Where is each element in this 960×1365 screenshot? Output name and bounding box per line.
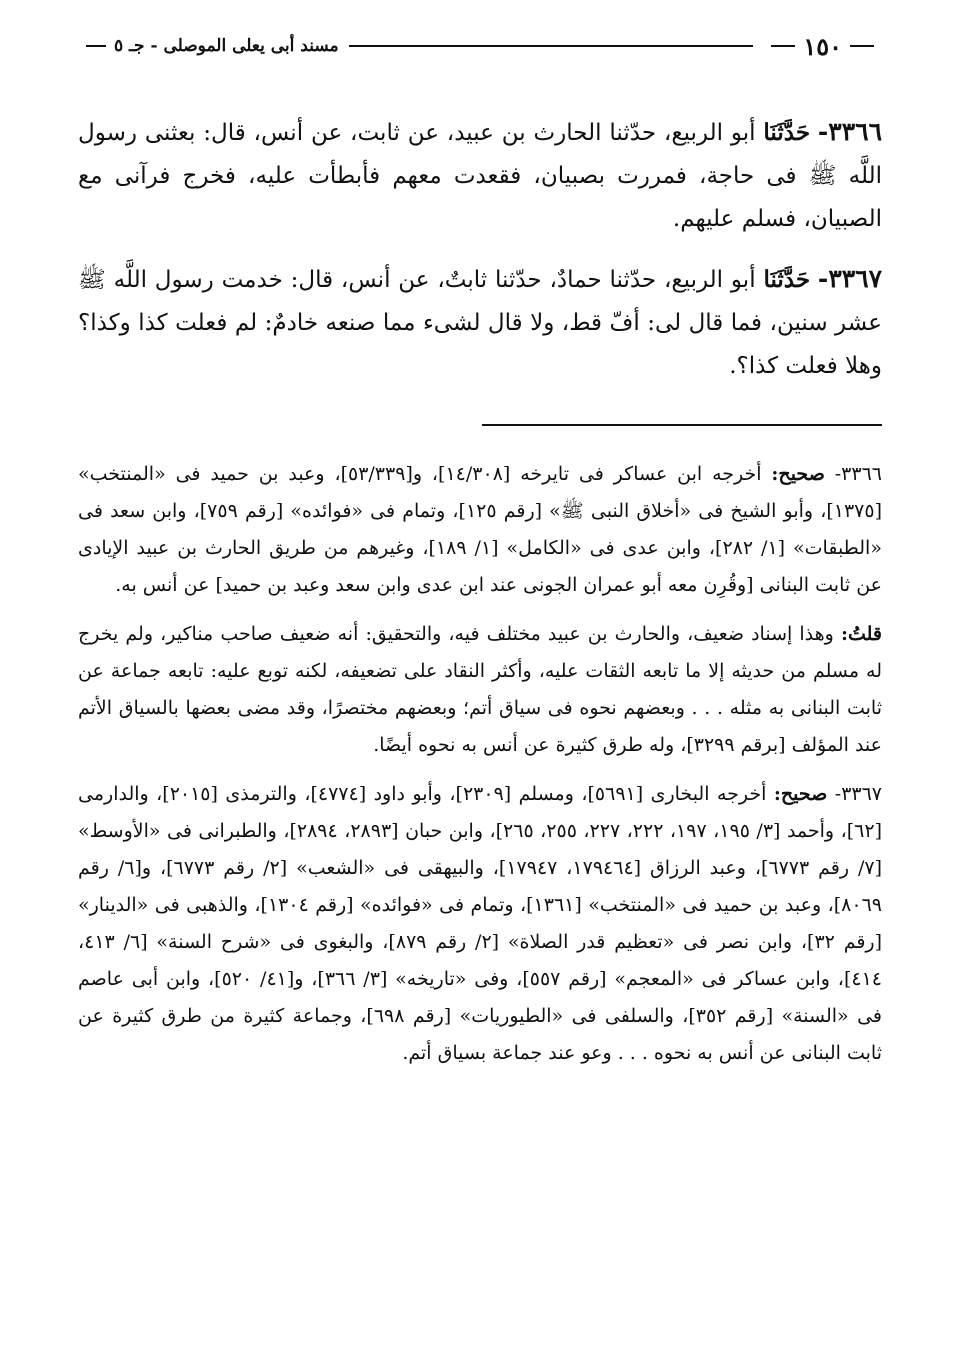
header-dash bbox=[850, 45, 874, 47]
footnote-divider bbox=[482, 424, 882, 426]
header-rule bbox=[349, 45, 754, 47]
footnotes bbox=[78, 456, 882, 1072]
footnote-label: صحيح: bbox=[771, 463, 825, 485]
footnote-text: وهذا إسناد ضعيف، والحارث بن عبيد مختلف فيه، والتحقيق: أنه ضعيف صاحب مناكير، ولم يخرج له مسلم من حديثه إلا ما تابعه الثقات عليه، وأكثر النقاد على تضعيفه، لكنه توبع عليه: تابعه جماعة عن ثابت البنانى به مثله . . . وبعضهم نحوه فى سياق أتم؛ وبعضهم مختصرًا، وقد مضى بعضها بالسياق الأتم عند المؤلف [برقم ٣٢٩٩]، وله طرق كثيرة عن أنس به نحوه أيضًا. bbox=[78, 623, 882, 756]
running-title-text: مسند أبى يعلى الموصلى - جـ ٥ bbox=[114, 36, 339, 56]
footnote-label: صحيح: bbox=[773, 783, 828, 805]
hadith-3366 bbox=[78, 110, 882, 241]
footnote-text: أخرجه البخارى [٥٦٩١]، ومسلم [٢٣٠٩]، وأبو داود [٤٧٧٤]، والترمذى [٢٠١٥]، والدارمى [٦٢]، وأحمد [٣/ ١٩٥، ١٩٧، ٢٢٢، ٢٢٧، ٢٥٥، ٢٦٥]، وابن حبان [٢٨٩٣، ٢٨٩٤]، والطبرانى فى «الأوسط» [٧/ رقم ٦٧٧٣]، وعبد الرزاق [١٧٩٤٦٤، ١٧٩٤٧]، والبيهقى فى «الشعب» [٢/ رقم ٦٧٧٣]، و[٦/ رقم ٨٠٦٩]، وعبد بن حميد فى «المنتخب» [١٣٦١]، وتمام فى «فوائده» [رقم ١٣٠٤]، والذهبى فى «الدينار» [رقم ٣٢]، وابن نصر فى «تعظيم قدر الصلاة» [٢/ رقم ٨٧٩]، والبغوى فى «شرح السنة» [٦/ ٤١٣، ٤١٤]، وابن عساكر فى «المعجم» [رقم ٥٥٧]، وفى «تاريخه» [٣/ ٣٦٦]، و[٤١/ ٥٢٠]، وابن أبى عاصم فى «السنة» [رقم ٣٥٢]، والسلفى فى «الطيوريات» [رقم ٦٩٨]، وجماعة كثيرة من طرق كثيرة عن ثابت البنانى عن أنس به نحوه . . . وعو عند جماعة بسياق أتم. bbox=[78, 783, 883, 1064]
footnote-number: ٣٣٦٦- bbox=[834, 463, 882, 485]
page-header bbox=[78, 28, 882, 64]
hadith-lead: حَدَّثَنَا bbox=[763, 266, 811, 293]
hadith-text: أبو الربيع، حدّثنا حمادٌ، حدّثنا ثابتٌ، عن أنس، قال: خدمت رسول اللَّه ﷺ عشر سنين، فما قال لى: أفّ قط، ولا قال لشىء مما صنعه خادمٌ: لم فعلت كذا وكذا؟ وهلا فعلت كذا؟. bbox=[78, 267, 882, 379]
footnote-text: أخرجه ابن عساكر فى تايرخه [١٤/٣٠٨]، و[٥٣/٣٣٩]، وعبد بن حميد فى «المنتخب» [١٣٧٥]، وأبو الشيخ فى «أخلاق النبى ﷺ» [رقم ١٢٥]، وتمام فى «فوائده» [رقم ٧٥٩]، وابن سعد فى «الطبقات» [١/ ٢٨٢]، وابن عدى فى «الكامل» [١/ ١٨٩]، وغيرهم من طريق الحارث بن عبيد الإيادى عن ثابت البنانى [وقُرِن معه أبو عمران الجونى عند ابن عدى وابن سعد وعبد بن حميد] عن أنس به. bbox=[78, 463, 883, 596]
footnote-number: ٣٣٦٧- bbox=[834, 783, 883, 805]
hadith-lead: حَدَّثَنَا bbox=[763, 119, 811, 146]
footnote-comment bbox=[78, 616, 882, 764]
running-title bbox=[78, 36, 339, 56]
hadith-text: أبو الربيع، حدّثنا الحارث بن عبيد، عن ثابت، عن أنس، قال: بعثنى رسول اللَّه ﷺ فى حاجة، فمررت بصبيان، فقعدت معهم فأبطأت عليه، فخرج فرآنى مع الصبيان، فسلم عليهم. bbox=[78, 120, 882, 232]
header-dash bbox=[771, 45, 795, 47]
footnote-3366 bbox=[78, 456, 882, 604]
hadith-3367 bbox=[78, 257, 882, 388]
footnote-label: قلتُ: bbox=[840, 623, 882, 645]
page-number-text: ١٥٠ bbox=[803, 31, 842, 61]
page-number bbox=[763, 32, 882, 61]
main-text bbox=[78, 110, 882, 388]
footnote-3367 bbox=[78, 776, 882, 1072]
hadith-number: ٣٣٦٦- bbox=[817, 117, 882, 146]
hadith-number: ٣٣٦٧- bbox=[817, 264, 883, 293]
header-dash bbox=[86, 45, 106, 47]
